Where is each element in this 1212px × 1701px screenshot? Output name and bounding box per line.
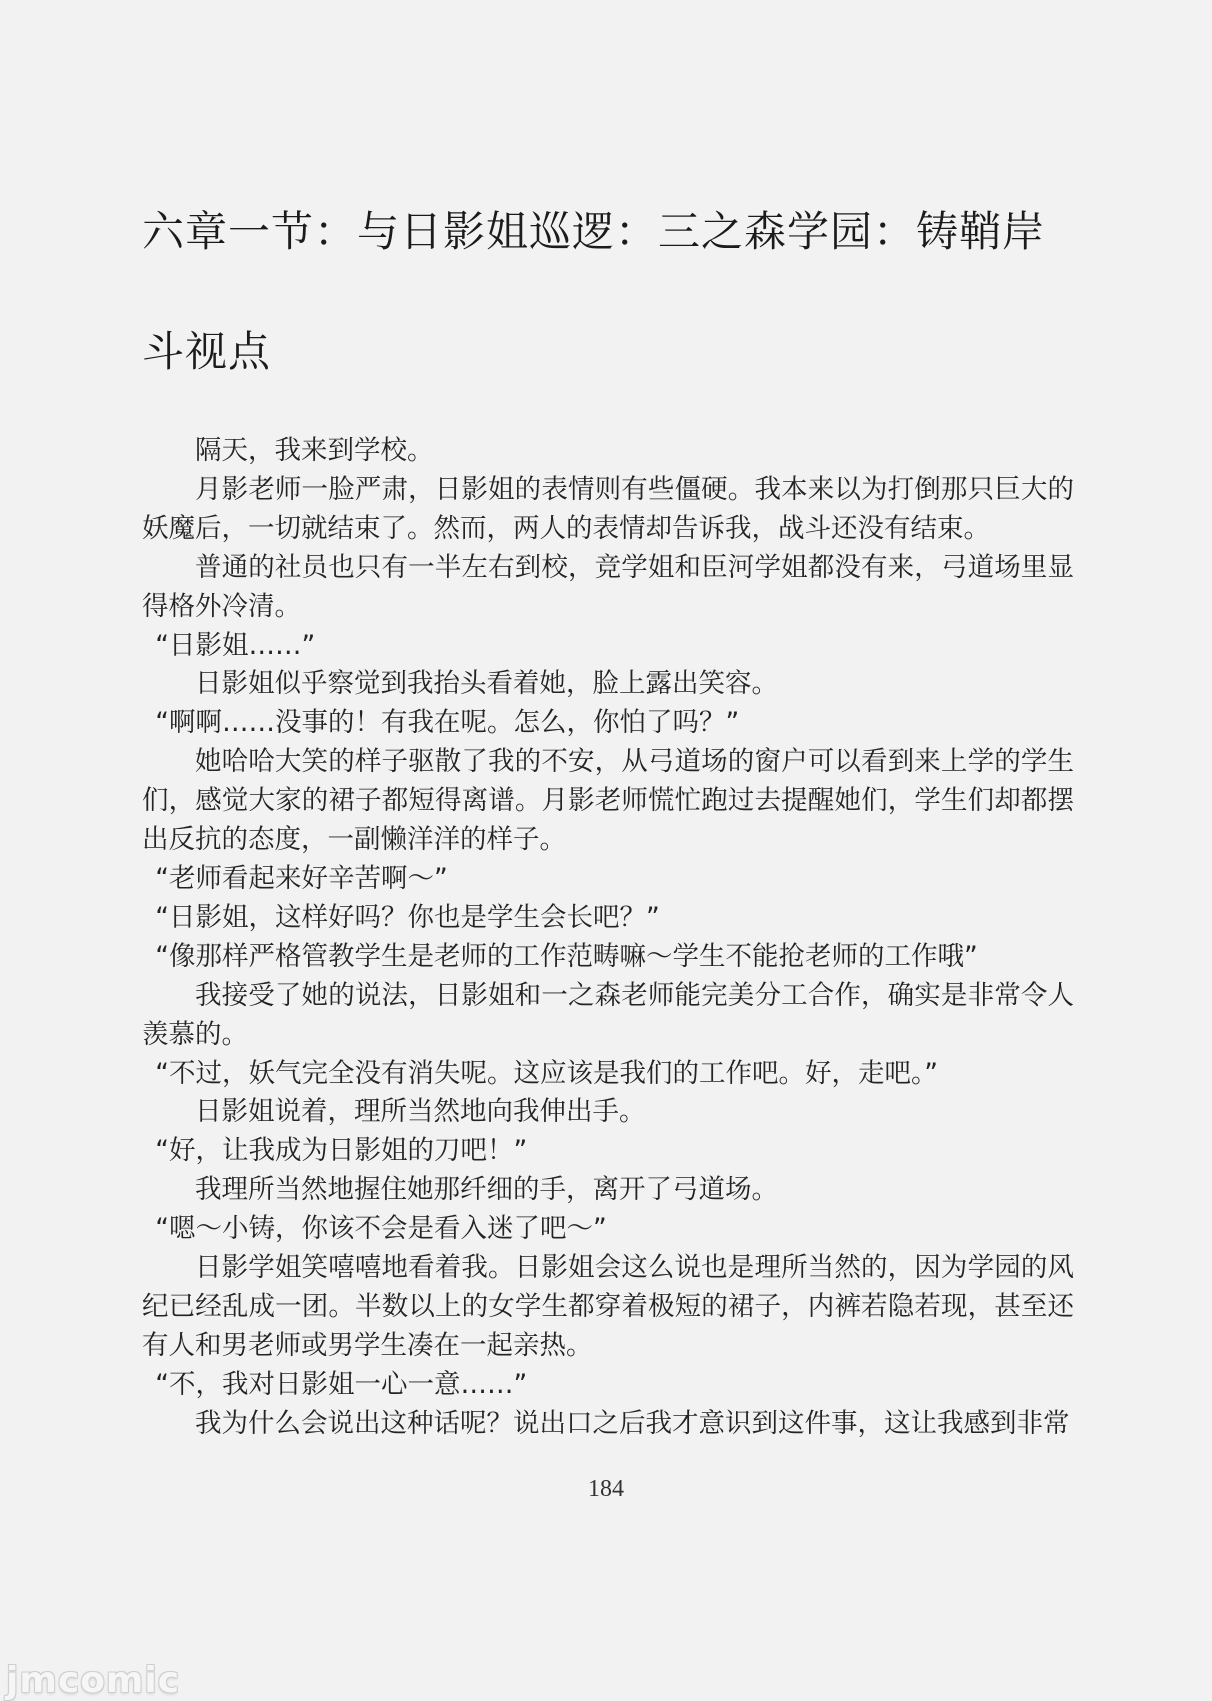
dialogue-line: “啊啊……没事的！有我在呢。怎么，你怕了吗？” <box>155 707 740 739</box>
page-number: 184 <box>588 1476 624 1502</box>
dialogue-line: “不过，妖气完全没有消失呢。这应该是我们的工作吧。好，走吧。” <box>155 1057 938 1089</box>
dialogue-line: “日影姐，这样好吗？你也是学生会长吧？” <box>155 901 660 933</box>
paragraph: 我接受了她的说法，日影姐和一之森老师能完美分工合作，确实是非常令人羡慕的。 <box>142 979 1074 1050</box>
chapter-title: 六章一节：与日影姐巡逻：三之森学园：铸鞘岸斗视点 <box>142 207 1046 376</box>
dialogue-line: “日影姐……” <box>155 629 316 661</box>
dialogue-line: “嗯～小铸，你该不会是看入迷了吧～” <box>155 1213 607 1245</box>
paragraph: 普通的社员也只有一半左右到校，竞学姐和臣河学姐都没有来，弓道场里显得格外冷清。 <box>142 551 1074 622</box>
watermark-logo: jmcomic <box>6 1660 181 1701</box>
paragraph: 日影学姐笑嘻嘻地看着我。日影姐会这么说也是理所当然的，因为学园的风纪已经乱成一团。半数以上的女学生都穿着极短的裙子，内裤若隐若现，甚至还有人和男老师或男学生凑在一起亲热。 <box>142 1252 1074 1361</box>
paragraph: 日影姐说着，理所当然地向我伸出手。 <box>195 1096 646 1128</box>
dialogue-line: “像那样严格管教学生是老师的工作范畴嘛～学生不能抢老师的工作哦” <box>155 940 978 972</box>
paragraph: 月影老师一脸严肃，日影姐的表情则有些僵硬。我本来以为打倒那只巨大的妖魔后，一切就结束了。然而，两人的表情却告诉我，战斗还没有结束。 <box>142 473 1074 544</box>
paragraph: 我为什么会说出这种话呢？说出口之后我才意识到这件事，这让我感到非常 <box>195 1407 1070 1439</box>
dialogue-line: “老师看起来好辛苦啊～” <box>155 862 448 894</box>
paragraph: 她哈哈大笑的样子驱散了我的不安，从弓道场的窗户可以看到来上学的学生们，感觉大家的裙子都短得离谱。月影老师慌忙跑过去提醒她们，学生们却都摆出反抗的态度，一副懒洋洋的样子。 <box>142 746 1074 856</box>
dialogue-line: “不，我对日影姐一心一意……” <box>155 1368 528 1400</box>
body-text <box>142 432 1074 1444</box>
dialogue-line: “好，让我成为日影姐的刀吧！” <box>155 1135 528 1167</box>
paragraph: 日影姐似乎察觉到我抬头看着她，脸上露出笑容。 <box>195 668 778 700</box>
paragraph: 我理所当然地握住她那纤细的手，离开了弓道场。 <box>195 1174 778 1206</box>
paragraph: 隔天，我来到学校。 <box>195 435 434 466</box>
